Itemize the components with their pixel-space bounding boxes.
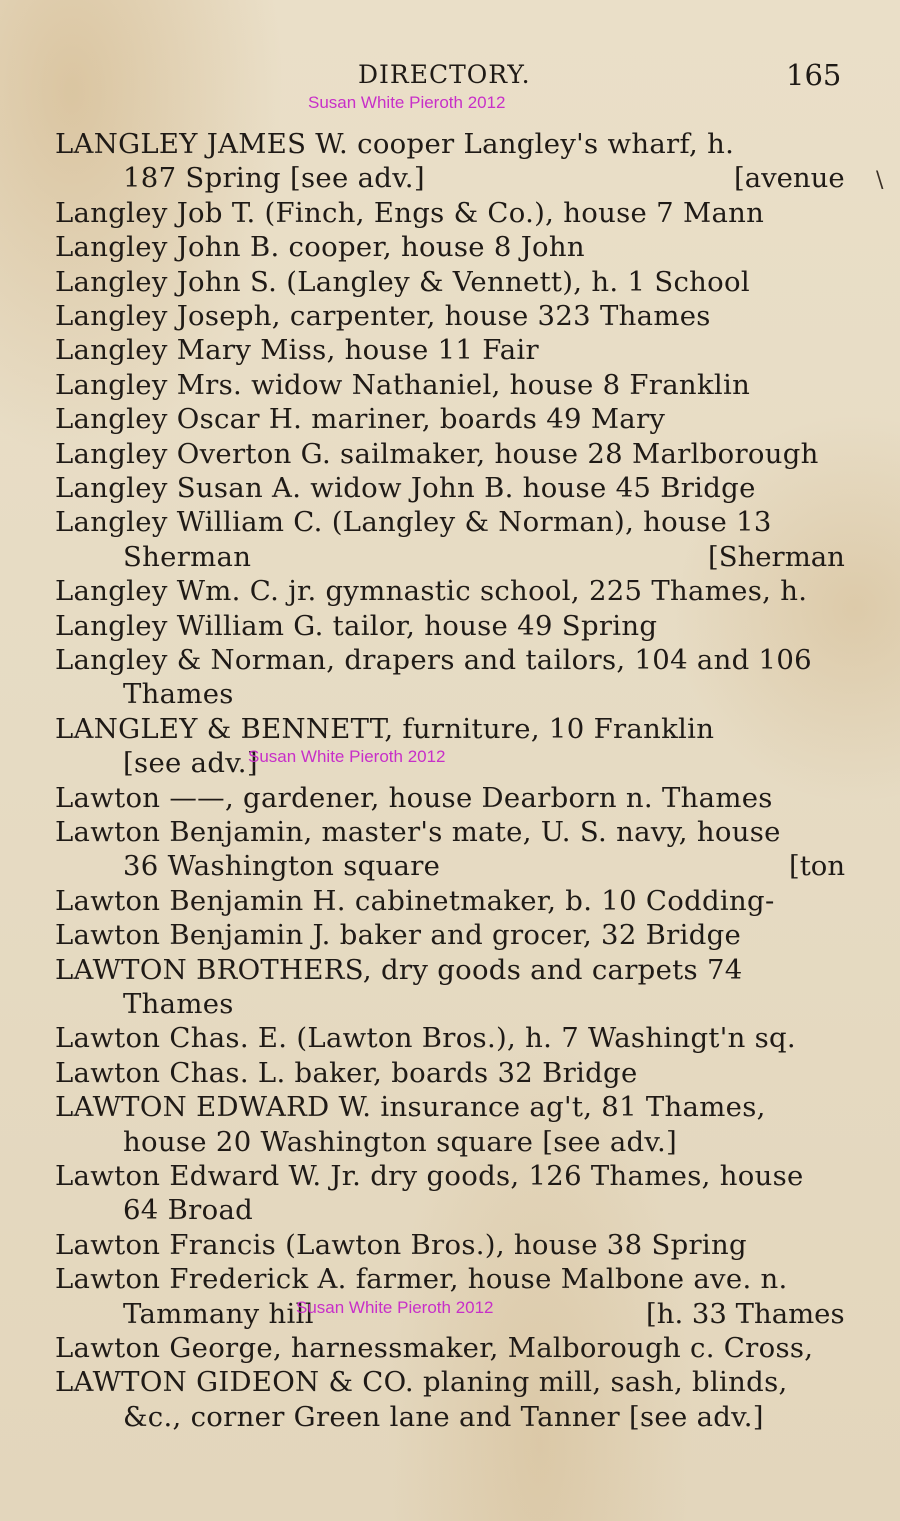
directory-entry: LANGLEY & BENNETT, furniture, 10 Franklin (55, 712, 715, 745)
directory-entry-continuation: Thames (123, 678, 234, 711)
page-number: 165 (786, 58, 842, 92)
directory-entry: Lawton Francis (Lawton Bros.), house 38 Spring (55, 1228, 747, 1261)
watermark: Susan White Pieroth 2012 (296, 1298, 494, 1317)
directory-entry-overflow: [h. 33 Thames (646, 1297, 845, 1330)
directory-entry-continuation: 64 Broad (123, 1194, 254, 1227)
directory-entry-continuation: Tammany hill (123, 1297, 314, 1330)
directory-entry: LAWTON EDWARD W. insurance ag't, 81 Thames, (55, 1091, 766, 1124)
directory-entry: Lawton Benjamin H. cabinetmaker, b. 10 Codding- (55, 884, 775, 917)
margin-mark: \ (876, 168, 884, 193)
directory-entry: LANGLEY JAMES W. cooper Langley's wharf, h. (55, 128, 735, 160)
directory-entry-overflow: [avenue (734, 162, 845, 195)
directory-entry-continuation: 36 Washington square (123, 850, 441, 883)
watermark: Susan White Pieroth 2012 (248, 747, 446, 766)
directory-entry: Langley & Norman, drapers and tailors, 104 and 106 (55, 644, 812, 676)
directory-entry-overflow: [Sherman (708, 540, 845, 573)
directory-entry: Lawton ——, gardener, house Dearborn n. Thames (55, 781, 773, 814)
directory-entry: Langley Wm. C. jr. gymnastic school, 225 Thames, h. (55, 575, 808, 608)
directory-entry: Langley John B. cooper, house 8 John (55, 231, 585, 264)
directory-entry: LAWTON BROTHERS, dry goods and carpets 74 (55, 953, 743, 986)
directory-entry: Lawton Chas. E. (Lawton Bros.), h. 7 Washingt'n sq. (55, 1022, 796, 1055)
directory-entry: Langley Mary Miss, house 11 Fair (55, 334, 539, 367)
directory-entry: Lawton Benjamin J. baker and grocer, 32 Bridge (55, 919, 742, 952)
directory-entry: Langley John S. (Langley & Vennett), h. 1 School (55, 265, 750, 298)
directory-entry: Langley Susan A. widow John B. house 45 Bridge (55, 472, 756, 504)
directory-entry-continuation: Thames (123, 988, 234, 1020)
directory-entry: Langley William G. tailor, house 49 Spring (55, 609, 658, 642)
directory-entry-continuation: 187 Spring [see adv.] (123, 162, 425, 195)
directory-entry-continuation: &c., corner Green lane and Tanner [see adv.] (123, 1400, 764, 1433)
directory-entry: Lawton Frederick A. farmer, house Malbone ave. n. (55, 1263, 788, 1296)
directory-entry: Lawton Benjamin, master's mate, U. S. navy, house (55, 816, 781, 848)
directory-entry-overflow: [ton (789, 850, 846, 883)
page-title: DIRECTORY. (358, 60, 531, 89)
directory-entry: Langley Oscar H. mariner, boards 49 Mary (55, 403, 666, 436)
directory-entry-continuation: Sherman (123, 540, 252, 573)
directory-entry: Langley Job T. (Finch, Engs & Co.), house 7 Mann (55, 196, 765, 229)
watermark: Susan White Pieroth 2012 (308, 93, 506, 112)
directory-entry: Langley Mrs. widow Nathaniel, house 8 Franklin (55, 368, 751, 401)
directory-entry-continuation: [see adv.] (123, 747, 258, 780)
directory-entry-continuation: house 20 Washington square [see adv.] (123, 1125, 678, 1158)
directory-entry: Langley Joseph, carpenter, house 323 Thames (55, 300, 711, 332)
directory-entry: Lawton Edward W. Jr. dry goods, 126 Thames, house (55, 1160, 804, 1192)
directory-entry: Langley Overton G. sailmaker, house 28 Marlborough (55, 437, 819, 470)
directory-entry: LAWTON GIDEON & CO. planing mill, sash, blinds, (55, 1366, 788, 1399)
directory-entry: Langley William C. (Langley & Norman), house 13 (55, 506, 772, 539)
directory-entry: Lawton Chas. L. baker, boards 32 Bridge (55, 1056, 638, 1089)
directory-entry: Lawton George, harnessmaker, Malborough c. Cross, (55, 1332, 814, 1364)
